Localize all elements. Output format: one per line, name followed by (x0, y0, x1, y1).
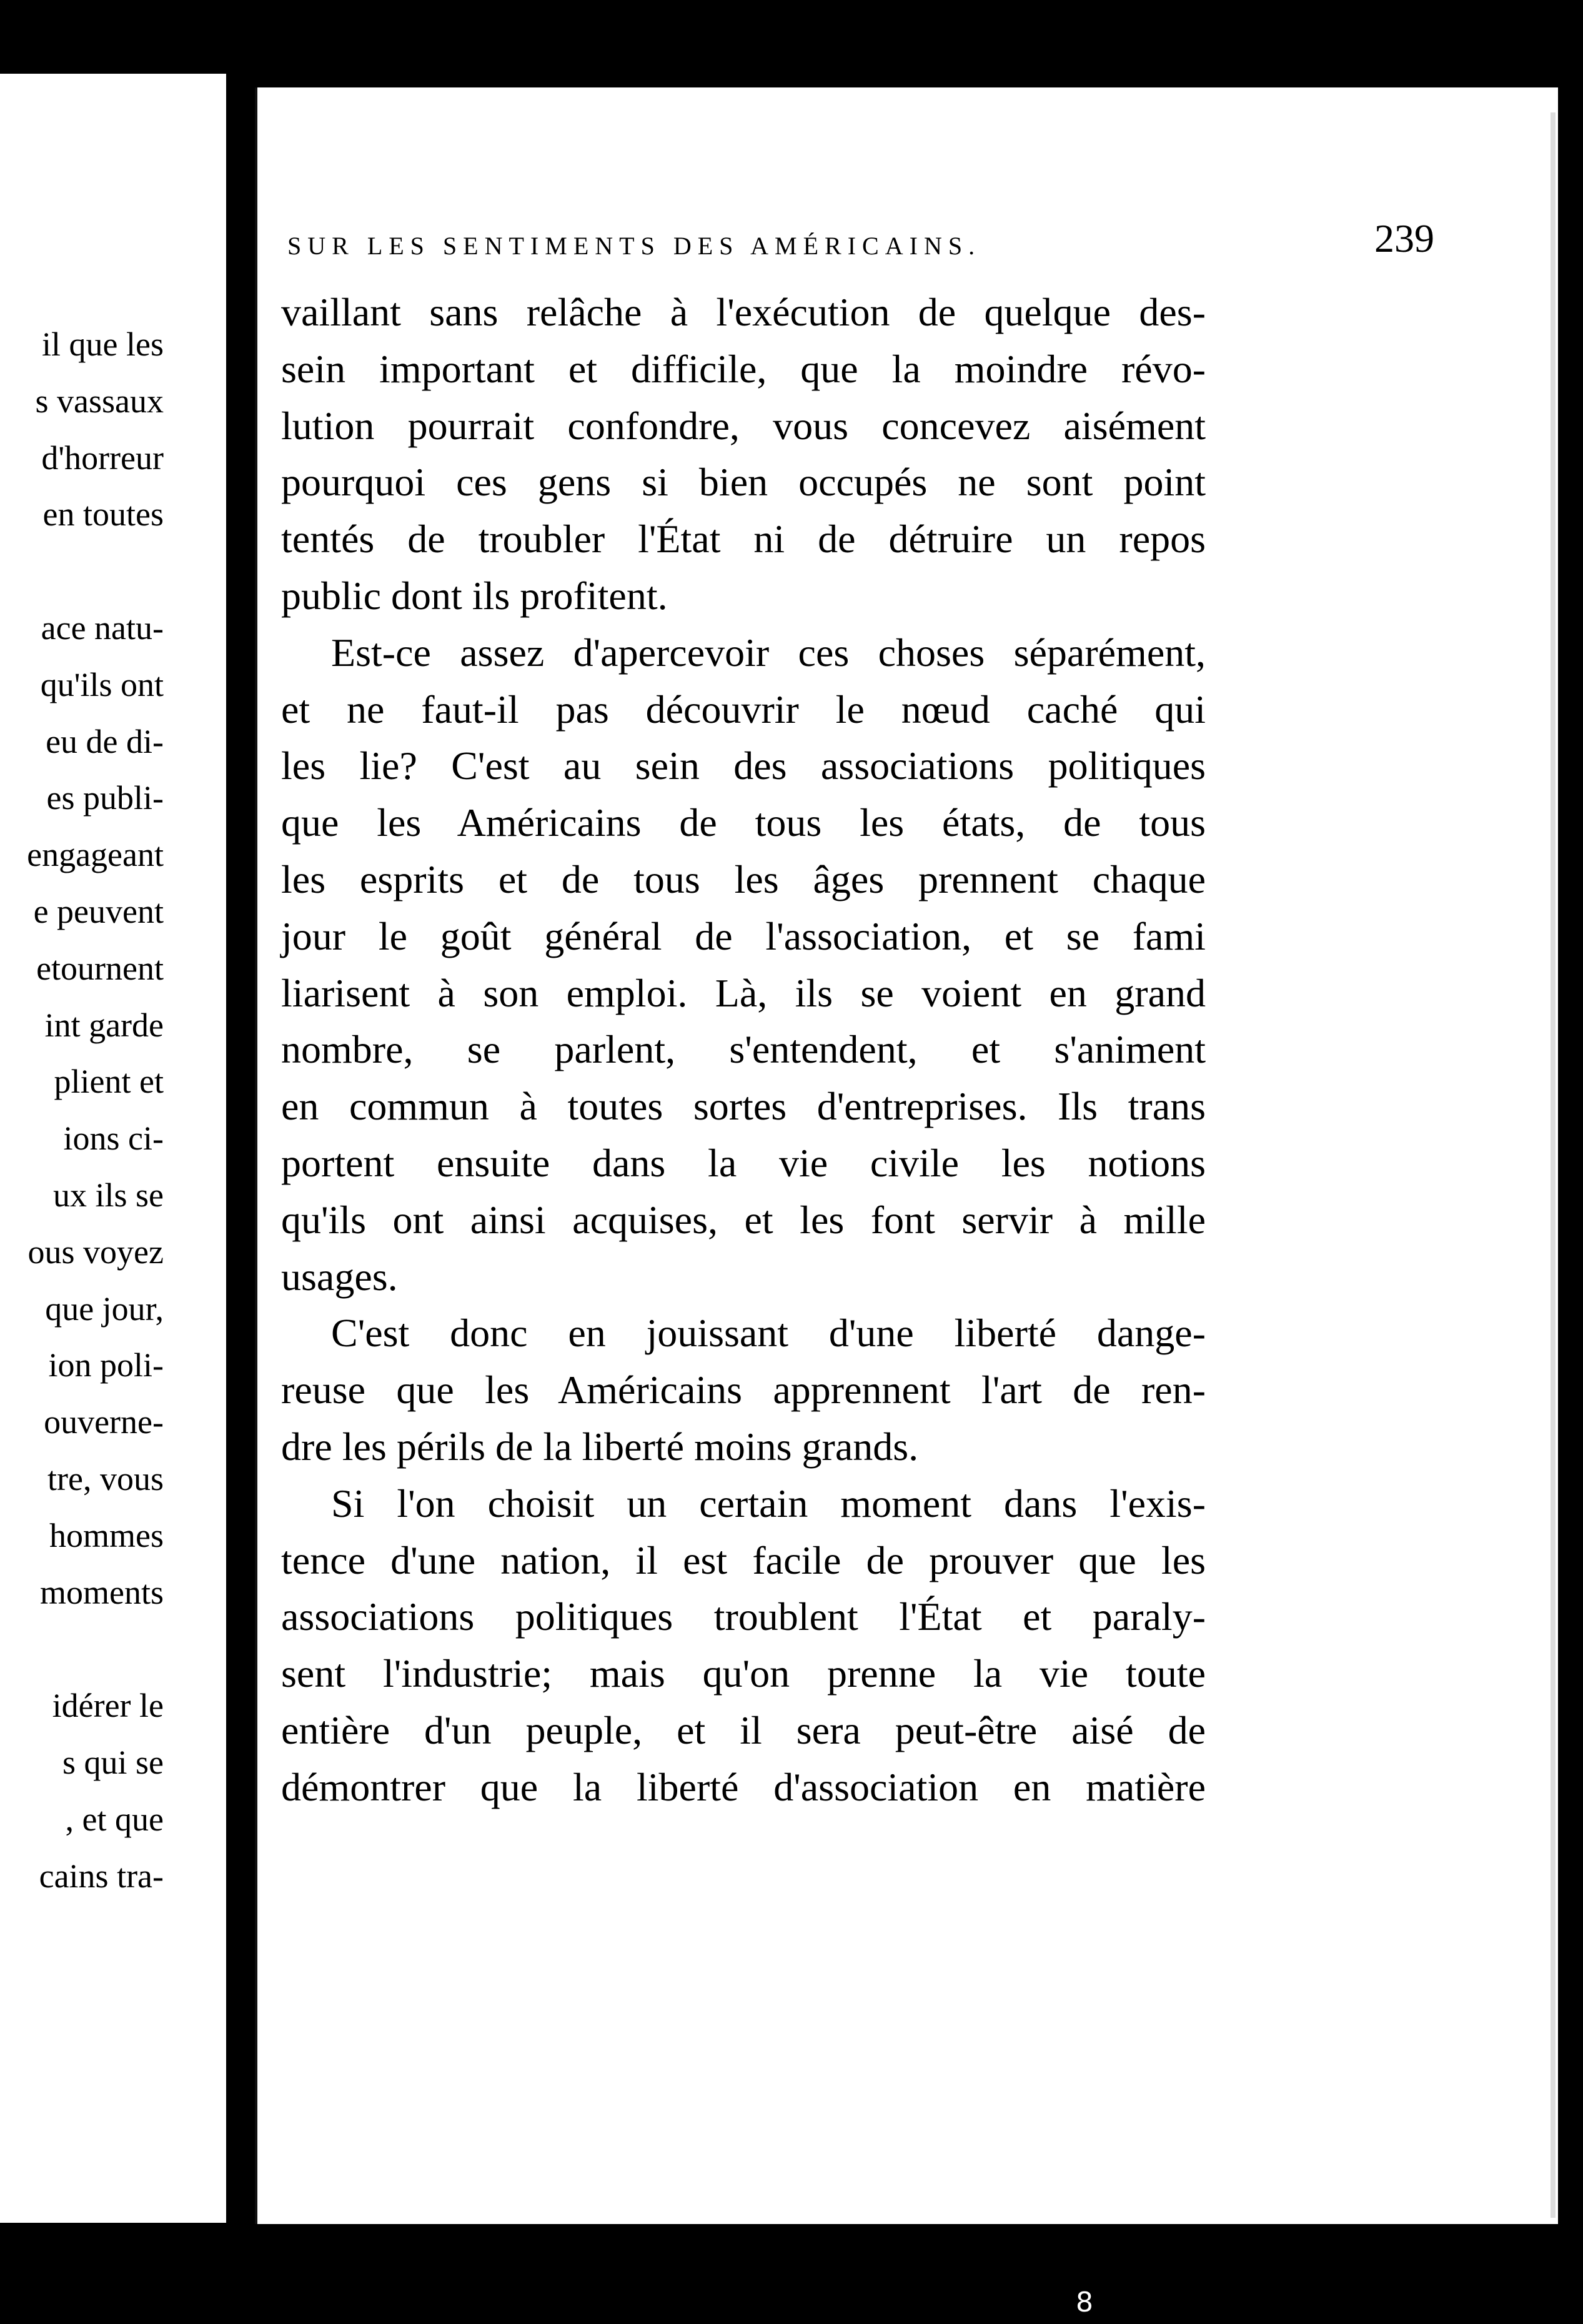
left-page-line: ions ci- (63, 1120, 164, 1158)
left-page-line: ux ils se (52, 1176, 164, 1214)
page-number: 239 (1374, 216, 1434, 261)
left-page-line: plient et (54, 1063, 164, 1101)
text-line: entière d'un peuple, et il sera peut-être aisé de (281, 1707, 1206, 1752)
running-head: SUR LES SENTIMENTS DES AMÉRICAINS. (287, 232, 981, 260)
left-page (0, 74, 226, 2223)
left-page-line: ouverne- (44, 1403, 164, 1441)
left-page-line: ous voyez (27, 1233, 164, 1271)
scan-mark: 8 (1076, 2287, 1093, 2318)
left-page-line: en toutes (42, 495, 164, 534)
left-page-line: int garde (44, 1006, 164, 1044)
left-page-line: s qui se (62, 1744, 164, 1781)
text-line: liarisent à son emploi. Là, ils se voient en grand (281, 970, 1206, 1015)
text-line: nombre, se parlent, s'entendent, et s'animent (281, 1027, 1206, 1072)
text-line: et ne faut-il pas découvrir le nœud caché qui (281, 687, 1206, 732)
text-line: usages. (281, 1254, 398, 1299)
left-page-line: idérer le (52, 1687, 164, 1725)
text-line: Si l'on choisit un certain moment dans l'exis- (331, 1481, 1206, 1526)
left-page-line: qu'ils ont (40, 665, 164, 703)
text-line: tentés de troubler l'État ni de détruire un repos (281, 517, 1206, 562)
text-line: public dont ils profitent. (281, 573, 668, 618)
text-line: sent l'industrie; mais qu'on prenne la vie toute (281, 1651, 1206, 1696)
text-line: démontrer que la liberté d'association en matière (281, 1764, 1206, 1809)
left-page-line: etournent (36, 949, 164, 987)
text-line: C'est donc en jouissant d'une liberté dange- (331, 1311, 1206, 1356)
left-page-line: s vassaux (35, 382, 164, 420)
text-line: sein important et difficile, que la moindre révo- (281, 346, 1206, 391)
left-page-line: es publi- (46, 779, 164, 817)
left-page-line: il que les (42, 325, 164, 363)
text-line: tence d'une nation, il est facile de prouver que les (281, 1537, 1206, 1582)
text-line: les lie? C'est au sein des associations politiques (281, 743, 1206, 788)
left-page-line: moments (40, 1573, 164, 1611)
text-line: qu'ils ont ainsi acquises, et les font servir à mille (281, 1197, 1206, 1242)
body-text (281, 284, 1206, 1816)
text-line: lution pourrait confondre, vous concevez aisément (281, 403, 1206, 448)
text-line: pourquoi ces gens si bien occupés ne sont point (281, 460, 1206, 505)
text-line: les esprits et de tous les âges prennent chaque (281, 857, 1206, 901)
text-line: associations politiques troublent l'État et paraly- (281, 1594, 1206, 1639)
left-page-line: eu de di- (46, 722, 164, 760)
left-page-line: hommes (49, 1516, 164, 1554)
text-line: dre les périls de la liberté moins grands. (281, 1424, 919, 1469)
left-page-line: tre, vous (47, 1460, 164, 1497)
text-line: en commun à toutes sortes d'entreprises. Ils trans (281, 1084, 1206, 1129)
left-page-line: engageant (27, 836, 164, 874)
page-edge (1551, 112, 1556, 2218)
text-line: vaillant sans relâche à l'exécution de quelque des- (281, 290, 1206, 334)
left-page-line: , et que (65, 1800, 164, 1838)
text-line: portent ensuite dans la vie civile les notions (281, 1140, 1206, 1185)
left-page-line: cains tra- (39, 1857, 164, 1895)
left-page-line: d'horreur (41, 439, 164, 477)
left-page-line: e peuvent (33, 893, 164, 930)
book-gutter (226, 74, 255, 2223)
left-page-line: ace natu- (41, 609, 164, 647)
text-line: reuse que les Américains apprennent l'art de ren- (281, 1368, 1206, 1413)
left-page-line: que jour, (45, 1289, 164, 1328)
text-line: Est-ce assez d'apercevoir ces choses séparément, (331, 630, 1206, 675)
text-line: que les Américains de tous les états, de tous (281, 800, 1206, 845)
left-page-line: ion poli- (48, 1346, 164, 1384)
text-line: jour le goût général de l'association, et se fami (281, 913, 1206, 958)
